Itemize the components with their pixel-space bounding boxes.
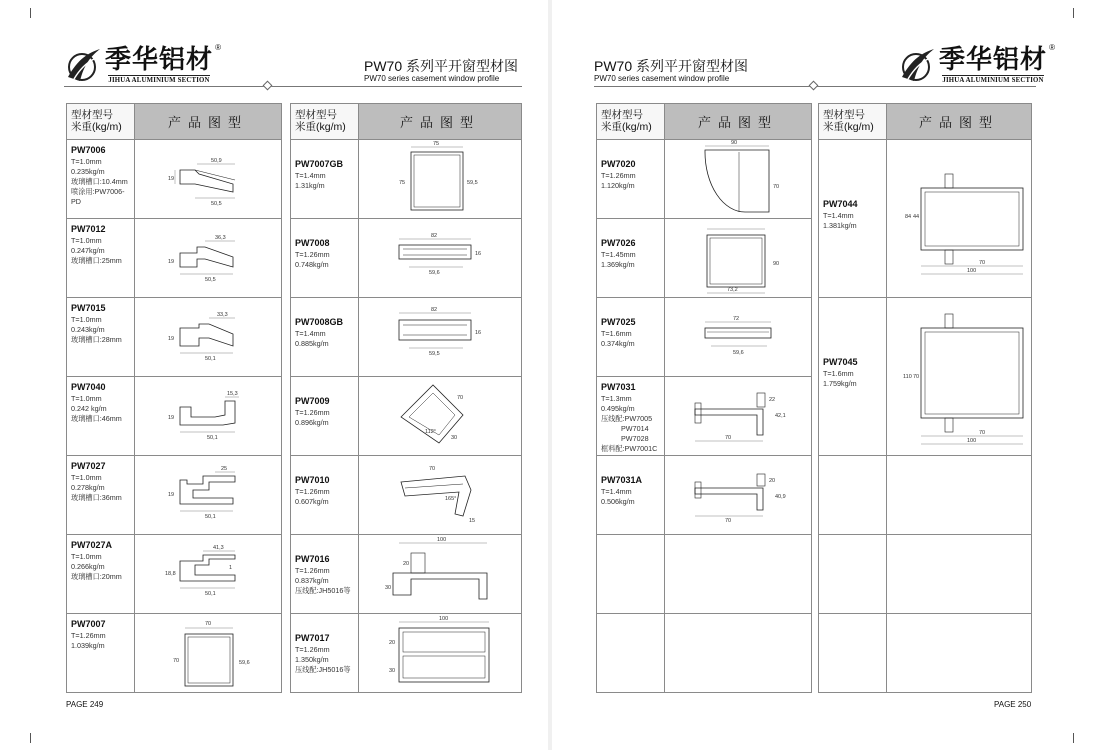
profile-drawing xyxy=(135,219,281,297)
profile-weight: 1.369kg/m xyxy=(601,260,635,269)
dim-label: 100 xyxy=(967,268,977,274)
profile-note: PW7028 xyxy=(621,434,649,443)
profile-drawing xyxy=(359,140,521,218)
profile-weight: 0.885kg/m xyxy=(295,339,329,348)
profile-thickness: T=1.0mm xyxy=(71,315,102,324)
profile-info xyxy=(597,298,665,376)
profile-drawing xyxy=(359,535,521,613)
profile-drawing-pw7017 xyxy=(359,614,521,692)
profile-info xyxy=(67,377,135,455)
profile-weight: 0.506kg/m xyxy=(601,497,635,506)
profile-drawing-pw7026 xyxy=(665,219,811,297)
dim-label: 90 xyxy=(773,261,780,267)
dim-label: 75 xyxy=(399,180,406,186)
empty-cell xyxy=(597,535,665,613)
dim-label: 70 xyxy=(725,518,732,524)
dim-label: 18,8 xyxy=(165,571,176,577)
dim-label: 33,3 xyxy=(217,312,228,318)
profile-thickness: T=1.26mm xyxy=(295,250,330,259)
dim-label: 70 xyxy=(979,260,986,266)
profile-code: PW7017 xyxy=(295,633,330,643)
dim-label: 165° xyxy=(445,496,457,502)
profile-table-col2 xyxy=(290,103,522,693)
profile-info xyxy=(291,140,359,218)
profile-thickness: T=1.4mm xyxy=(295,329,326,338)
dim-label: 15 xyxy=(469,518,476,524)
head-model: 型材型号 xyxy=(601,109,643,121)
profile-info xyxy=(291,298,359,376)
dim-label: 30 xyxy=(451,435,458,441)
profile-code: PW7009 xyxy=(295,396,330,406)
profile-drawing-pw7008 xyxy=(359,219,521,297)
table-row xyxy=(819,140,1031,298)
empty-cell xyxy=(665,614,811,693)
profile-drawing xyxy=(665,377,811,455)
profile-info xyxy=(67,456,135,534)
profile-drawing-pw7007 xyxy=(135,614,281,692)
profile-drawing xyxy=(135,456,281,534)
profile-thickness: T=1.0mm xyxy=(71,552,102,561)
dim-label: 70 xyxy=(773,184,780,190)
head-weight: 米重(kg/m) xyxy=(601,121,652,133)
table-row xyxy=(67,614,281,693)
dim-label: 100 xyxy=(437,537,447,543)
page-number-left: PAGE 249 xyxy=(66,700,104,709)
profile-weight: 0.235kg/m xyxy=(71,167,105,176)
table-row-empty xyxy=(819,456,1031,535)
dim-label: 73,2 xyxy=(727,287,738,293)
page-number-right: PAGE 250 xyxy=(994,700,1032,709)
col-head-model xyxy=(597,104,665,139)
empty-cell xyxy=(819,535,887,613)
col-head-drawing: 产品图型 xyxy=(359,104,521,139)
table-row xyxy=(597,140,811,219)
table-row xyxy=(291,535,521,614)
profile-info xyxy=(67,614,135,693)
table-row xyxy=(291,298,521,377)
dim-label: 30 xyxy=(389,668,396,674)
profile-weight: 1.120kg/m xyxy=(601,181,635,190)
profile-info xyxy=(819,298,887,455)
col-head-model xyxy=(819,104,887,139)
profile-drawing xyxy=(887,298,1031,455)
col-head-model xyxy=(291,104,359,139)
profile-drawing xyxy=(359,377,521,455)
head-model: 型材型号 xyxy=(823,109,865,121)
header-title-left xyxy=(364,58,518,84)
profile-drawing xyxy=(359,614,521,693)
brand-name-en: JIHUA ALUMINIUM SECTION xyxy=(108,77,210,84)
empty-cell xyxy=(665,535,811,613)
profile-weight: 0.242 kg/m xyxy=(71,404,107,413)
profile-note: 压线配:PW7005 xyxy=(601,414,653,423)
profile-drawing xyxy=(359,298,521,376)
profile-thickness: T=1.0mm xyxy=(71,473,102,482)
table-row xyxy=(819,298,1031,456)
table-header xyxy=(291,104,521,140)
profile-thickness: T=1.4mm xyxy=(823,211,854,220)
dim-label: 41,3 xyxy=(213,545,224,551)
profile-drawing xyxy=(887,140,1031,297)
dim-label: 70 xyxy=(979,430,986,436)
table-row xyxy=(291,219,521,298)
profile-drawing xyxy=(665,219,811,297)
dim-label: 30 xyxy=(385,585,392,591)
table-row-empty xyxy=(819,535,1031,614)
dim-label: 42,1 xyxy=(775,413,786,419)
profile-note: 玻璃槽口:36mm xyxy=(71,493,122,502)
dim-label: 19 xyxy=(168,176,175,182)
head-weight: 米重(kg/m) xyxy=(295,121,346,133)
dim-label: 20 xyxy=(403,561,410,567)
crop-mark xyxy=(1073,733,1074,743)
dim-label: 112° xyxy=(425,429,436,435)
header-title-en: PW70 series casement window profile xyxy=(364,74,500,83)
header-title-cn: PW70 系列平开窗型材图 xyxy=(364,58,519,74)
crop-mark xyxy=(30,733,31,743)
profile-weight: 1.31kg/m xyxy=(295,181,325,190)
profile-drawing xyxy=(135,614,281,693)
profile-table-col3 xyxy=(596,103,812,693)
table-row xyxy=(291,456,521,535)
profile-code: PW7026 xyxy=(601,238,636,248)
profile-thickness: T=1.26mm xyxy=(295,645,330,654)
crop-mark xyxy=(30,8,31,18)
profile-drawing-pw7031a xyxy=(665,456,811,534)
dim-label: 19 xyxy=(168,415,175,421)
dim-label: 19 xyxy=(168,259,175,265)
col-head-model xyxy=(67,104,135,139)
profile-thickness: T=1.26mm xyxy=(71,631,106,640)
profile-drawing-pw7012 xyxy=(135,219,281,297)
profile-thickness: T=1.6mm xyxy=(823,369,854,378)
dim-label: 16 xyxy=(475,251,482,257)
col-head-drawing: 产品图型 xyxy=(887,104,1031,139)
profile-drawing-pw7044 xyxy=(887,140,1031,297)
profile-weight: 0.243kg/m xyxy=(71,325,105,334)
table-row xyxy=(67,298,281,377)
profile-code: PW7015 xyxy=(71,303,106,313)
profile-info xyxy=(597,140,665,218)
table-row xyxy=(67,219,281,298)
profile-code: PW7031 xyxy=(601,382,636,392)
dim-label: 90 xyxy=(731,140,738,146)
profile-info xyxy=(67,535,135,613)
profile-thickness: T=1.0mm xyxy=(71,394,102,403)
profile-code: PW7016 xyxy=(295,554,330,564)
profile-weight: 0.278kg/m xyxy=(71,483,105,492)
profile-weight: 1.350kg/m xyxy=(295,655,329,664)
table-header xyxy=(597,104,811,140)
dim-label: 20 xyxy=(389,640,396,646)
profile-thickness: T=1.26mm xyxy=(295,487,330,496)
header-title-en: PW70 series casement window profile xyxy=(594,74,730,83)
profile-info xyxy=(597,219,665,297)
profile-weight: 0.495kg/m xyxy=(601,404,635,413)
profile-table-col4 xyxy=(818,103,1032,693)
profile-drawing-pw7007gb xyxy=(359,140,521,218)
profile-thickness: T=1.4mm xyxy=(295,171,326,180)
profile-info xyxy=(67,298,135,376)
profile-weight: 0.607kg/m xyxy=(295,497,329,506)
brand-mark-icon xyxy=(898,47,936,83)
profile-weight: 1.039kg/m xyxy=(71,641,105,650)
brand-logo xyxy=(64,43,222,84)
table-row xyxy=(67,456,281,535)
header-diamond xyxy=(809,81,819,91)
dim-label: 72 xyxy=(733,316,740,322)
profile-code: PW7044 xyxy=(823,199,858,209)
profile-info xyxy=(597,456,665,534)
profile-drawing-pw7010 xyxy=(359,456,521,534)
profile-code: PW7027A xyxy=(71,540,113,550)
profile-drawing-pw7040 xyxy=(135,377,281,455)
dim-label: 59,5 xyxy=(429,351,440,357)
profile-drawing-pw7025 xyxy=(665,298,811,376)
head-weight: 米重(kg/m) xyxy=(71,121,122,133)
dim-label: 16 xyxy=(475,330,482,336)
profile-drawing-pw7027a xyxy=(135,535,281,613)
head-weight: 米重(kg/m) xyxy=(823,121,874,133)
profile-code: PW7008 xyxy=(295,238,330,248)
empty-cell xyxy=(819,456,887,534)
dim-label: 50,1 xyxy=(207,435,218,441)
dim-label: 50,1 xyxy=(205,356,216,362)
dim-label: 70 xyxy=(173,658,180,664)
profile-drawing xyxy=(665,140,811,218)
profile-note: 玻璃槽口:28mm xyxy=(71,335,122,344)
profile-thickness: T=1.26mm xyxy=(295,408,330,417)
table-row xyxy=(291,614,521,693)
profile-drawing-pw7045 xyxy=(887,298,1031,455)
dim-label: 110 xyxy=(903,374,912,380)
profile-weight: 0.748kg/m xyxy=(295,260,329,269)
profile-drawing xyxy=(359,219,521,297)
table-header xyxy=(819,104,1031,140)
dim-label: 50,9 xyxy=(211,158,222,164)
dim-label: 20 xyxy=(769,478,776,484)
table-row xyxy=(67,140,281,219)
table-row xyxy=(597,456,811,535)
table-row-empty xyxy=(597,535,811,614)
profile-thickness: T=1.0mm xyxy=(71,157,102,166)
profile-info xyxy=(597,377,665,455)
profile-drawing xyxy=(135,535,281,613)
empty-cell xyxy=(887,535,1031,613)
profile-drawing-pw7015 xyxy=(135,298,281,376)
profile-note: PW7014 xyxy=(621,424,649,433)
dim-label: 59,5 xyxy=(467,180,478,186)
profile-code: PW7045 xyxy=(823,357,858,367)
profile-info xyxy=(291,535,359,613)
profile-thickness: T=1.0mm xyxy=(71,236,102,245)
table-row xyxy=(597,377,811,456)
dim-label: 50,1 xyxy=(205,591,216,597)
dim-label: 70 xyxy=(913,374,920,380)
profile-info xyxy=(291,614,359,693)
dim-label: 75 xyxy=(433,141,440,147)
profile-code: PW7020 xyxy=(601,159,636,169)
header-title-right xyxy=(594,58,748,84)
profile-code: PW7031A xyxy=(601,475,643,485)
dim-label: 44 xyxy=(913,214,920,220)
profile-drawing-pw7006 xyxy=(135,140,281,218)
brand-name-cn: 季华铝材 xyxy=(939,45,1048,75)
dim-label: 59,6 xyxy=(429,270,440,276)
head-model: 型材型号 xyxy=(71,109,113,121)
profile-note: 框料配:PW7001C xyxy=(601,444,658,453)
dim-label: 82 xyxy=(431,307,438,313)
profile-code: PW7007 xyxy=(71,619,106,629)
profile-thickness: T=1.45mm xyxy=(601,250,636,259)
profile-code: PW7006 xyxy=(71,145,106,155)
registered-mark: ® xyxy=(215,43,222,52)
dim-label: 50,1 xyxy=(205,514,216,520)
profile-note: 压线配:JH5016等 xyxy=(295,665,351,674)
profile-drawing-pw7008gb xyxy=(359,298,521,376)
dim-label: 70 xyxy=(429,466,436,472)
profile-drawing xyxy=(665,456,811,534)
table-header xyxy=(67,104,281,140)
brand-logo xyxy=(898,43,1056,84)
header-title-cn: PW70 系列平开窗型材图 xyxy=(594,58,749,74)
dim-label: 82 xyxy=(431,233,438,239)
profile-note: 玻璃槽口:25mm xyxy=(71,256,122,265)
table-row xyxy=(597,298,811,377)
profile-drawing xyxy=(135,298,281,376)
profile-drawing xyxy=(135,377,281,455)
profile-code: PW7040 xyxy=(71,382,106,392)
header-diamond xyxy=(263,81,273,91)
profile-weight: 1.381kg/m xyxy=(823,221,857,230)
header-rule xyxy=(64,86,522,87)
dim-label: 36,3 xyxy=(215,235,226,241)
profile-drawing xyxy=(359,456,521,534)
dim-label: 59,6 xyxy=(733,350,744,356)
profile-thickness: T=1.4mm xyxy=(601,487,632,496)
profile-info xyxy=(291,219,359,297)
empty-cell xyxy=(887,614,1031,693)
profile-note: 玻璃槽口:46mm xyxy=(71,414,122,423)
profile-weight: 1.759kg/m xyxy=(823,379,857,388)
dim-label: 100 xyxy=(967,438,977,444)
dim-label: 70 xyxy=(205,621,212,627)
profile-weight: 0.896kg/m xyxy=(295,418,329,427)
dim-label: 19 xyxy=(168,336,175,342)
table-row xyxy=(597,219,811,298)
col-head-drawing: 产品图型 xyxy=(665,104,811,139)
page-gutter xyxy=(548,0,552,750)
empty-cell xyxy=(819,614,887,693)
profile-code: PW7007GB xyxy=(295,159,344,169)
profile-code: PW7010 xyxy=(295,475,330,485)
head-model: 型材型号 xyxy=(295,109,337,121)
table-row-empty xyxy=(597,614,811,693)
profile-weight: 0.266kg/m xyxy=(71,562,105,571)
dim-label: 84 xyxy=(905,214,912,220)
profile-info xyxy=(67,219,135,297)
table-row xyxy=(291,377,521,456)
table-row xyxy=(67,377,281,456)
profile-thickness: T=1.26mm xyxy=(601,171,636,180)
profile-info xyxy=(819,140,887,297)
profile-code: PW7027 xyxy=(71,461,106,471)
profile-thickness: T=1.26mm xyxy=(295,566,330,575)
brand-mark-icon xyxy=(64,47,102,83)
profile-drawing-pw7016 xyxy=(359,535,521,613)
profile-drawing xyxy=(135,140,281,218)
empty-cell xyxy=(597,614,665,693)
col-head-drawing: 产品图型 xyxy=(135,104,281,139)
profile-note: 压线配:JH5016等 xyxy=(295,586,351,595)
profile-info xyxy=(291,377,359,455)
dim-label: 40,9 xyxy=(775,494,786,500)
profile-note: 喷涂用:PW7006-PD xyxy=(71,187,125,206)
profile-drawing-pw7027 xyxy=(135,456,281,534)
dim-label: 22 xyxy=(769,397,776,403)
dim-label: 1 xyxy=(229,565,233,571)
profile-table-col1 xyxy=(66,103,282,693)
profile-drawing-pw7009 xyxy=(359,377,521,455)
profile-drawing xyxy=(665,298,811,376)
brand-name-en: JIHUA ALUMINIUM SECTION xyxy=(942,77,1044,84)
profile-note: 玻璃槽口:10.4mm xyxy=(71,177,128,186)
table-row xyxy=(67,535,281,614)
profile-code: PW7025 xyxy=(601,317,636,327)
profile-info xyxy=(291,456,359,534)
dim-label: 100 xyxy=(439,616,449,622)
profile-drawing-pw7020 xyxy=(665,140,811,218)
profile-info xyxy=(67,140,135,218)
table-row xyxy=(291,140,521,219)
profile-note: 玻璃槽口:20mm xyxy=(71,572,122,581)
profile-weight: 0.374kg/m xyxy=(601,339,635,348)
profile-weight: 0.247kg/m xyxy=(71,246,105,255)
dim-label: 50,5 xyxy=(211,201,222,207)
dim-label: 70 xyxy=(725,435,732,441)
dim-label: 50,5 xyxy=(205,277,216,283)
profile-code: PW7008GB xyxy=(295,317,344,327)
dim-label: 25 xyxy=(221,466,228,472)
profile-drawing-pw7031 xyxy=(665,377,811,455)
profile-thickness: T=1.3mm xyxy=(601,394,632,403)
crop-mark xyxy=(1073,8,1074,18)
registered-mark: ® xyxy=(1049,43,1056,52)
profile-thickness: T=1.6mm xyxy=(601,329,632,338)
profile-weight: 0.837kg/m xyxy=(295,576,329,585)
dim-label: 70 xyxy=(457,395,464,401)
brand-name-cn: 季华铝材 xyxy=(105,45,214,75)
dim-label: 59,6 xyxy=(239,660,250,666)
table-row-empty xyxy=(819,614,1031,693)
empty-cell xyxy=(887,456,1031,534)
dim-label: 15,3 xyxy=(227,391,238,397)
profile-code: PW7012 xyxy=(71,224,106,234)
dim-label: 19 xyxy=(168,492,175,498)
